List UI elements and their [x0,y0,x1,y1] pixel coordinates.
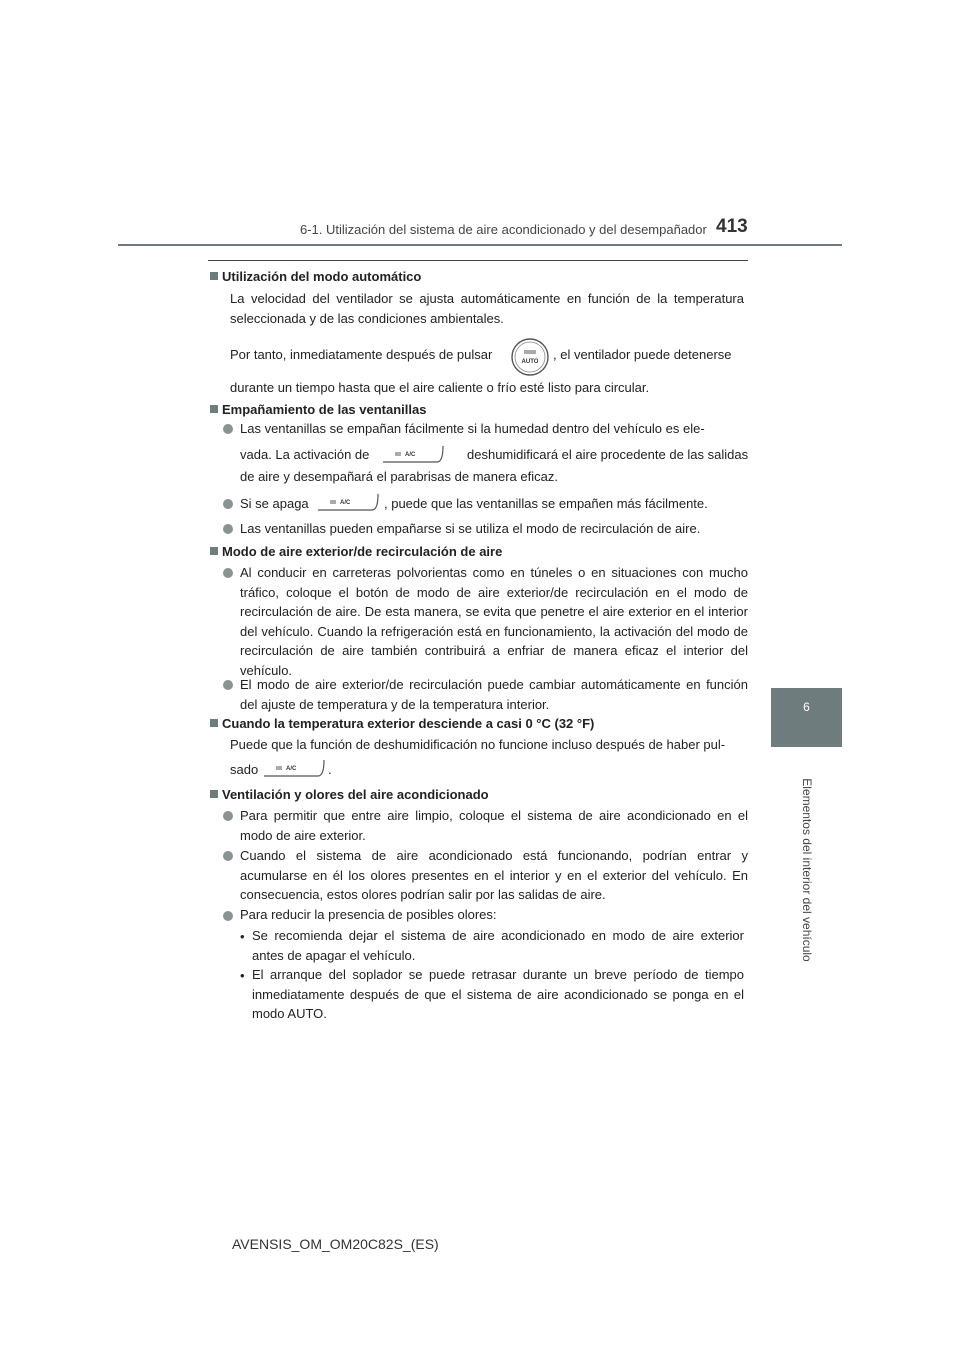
section-heading-ventilation: Ventilación y olores del aire acondicionado [210,787,489,802]
svg-text:A/C: A/C [286,766,297,772]
round-bullet-icon [223,811,233,821]
square-bullet-icon [210,405,218,413]
text-line: Por tanto, inmediatamente después de pulsar [230,347,493,362]
square-bullet-icon [210,719,218,727]
svg-text:AUTO: AUTO [521,359,539,365]
chapter-tab-number: 6 [803,700,810,714]
chapter-side-label [797,780,817,960]
chapter-tab [771,688,842,747]
content-divider [208,260,748,261]
round-bullet-icon [223,424,233,434]
section-heading-auto-mode: Utilización del modo automático [210,269,421,284]
paragraph: La velocidad del ventilador se ajusta automáticamente en función de la temperatura seleccionada y de las condiciones ambientales. [230,291,744,326]
text-line: sado [230,762,259,777]
section-heading-recirculation: Modo de aire exterior/de recirculación de aire [210,544,502,559]
paragraph: Se recomienda dejar el sistema de aire acondicionado en modo de aire exterior antes de apagar el vehículo. [252,928,744,963]
text-line: Si se apaga [240,496,309,511]
page-number: 413 [716,216,748,237]
dash-bullet: • [240,929,245,944]
section-heading-fogging: Empañamiento de las ventanillas [210,402,426,417]
ac-button-icon [316,492,380,512]
text-line: . [328,762,332,777]
svg-text:A/C: A/C [405,452,416,458]
svg-text:A/C: A/C [340,500,351,506]
round-bullet-icon [223,911,233,921]
ac-button-icon [381,444,445,464]
paragraph: Para permitir que entre aire limpio, coloque el sistema de aire acondicionado en el modo de aire exterior. [240,808,748,843]
text-line: Para reducir la presencia de posibles olores: [240,907,497,922]
text-line: de aire y desempañará el parabrisas de manera eficaz. [240,469,558,484]
paragraph: Al conducir en carreteras polvorientas como en túneles o en situaciones con mucho tráfico, coloque el botón de modo de aire exterior/de recirculación en el modo de recirculación de aire. De esta manera, se evita que penetre el aire exterior en el interior del vehículo. Cuando la refrigeración está en funcionamiento, la activación del modo de recirculación de aire también contribuirá a enfriar de manera eficaz el interior del vehículo. [240,565,748,678]
section-heading-cold-temperature: Cuando la temperatura exterior desciende a casi 0 °C (32 °F) [210,716,594,731]
dash-bullet: • [240,968,245,983]
text-line: , el ventilador puede detenerse [553,347,732,362]
section-title: 6-1. Utilización del sistema de aire acondicionado y del desempañador [300,222,707,237]
ac-button-icon [262,758,326,778]
square-bullet-icon [210,790,218,798]
text-line: Puede que la función de deshumidificación no funcione incluso después de haber pul- [230,737,726,752]
paragraph: El modo de aire exterior/de recirculación puede cambiar automáticamente en función del ajuste de temperatura y de la temperatura interior. [240,677,748,712]
round-bullet-icon [223,680,233,690]
round-bullet-icon [223,568,233,578]
text-line: Las ventanillas se empañan fácilmente si la humedad dentro del vehículo es ele- [240,421,705,436]
paragraph: Cuando el sistema de aire acondicionado está funcionando, podrían entrar y acumularse en él los olores presentes en el interior y en el exterior del vehículo. En consecuencia, estos olores podrían salir por las salidas de aire. [240,848,748,902]
chapter-side-label-text: Elementos del interior del vehículo [800,778,814,962]
square-bullet-icon [210,547,218,555]
auto-button-icon [510,337,550,377]
round-bullet-icon [223,499,233,509]
square-bullet-icon [210,272,218,280]
text-line: , puede que las ventanillas se empañen más fácilmente. [384,496,708,511]
paragraph: El arranque del soplador se puede retrasar durante un breve período de tiempo inmediatamente después de que el sistema de aire acondicionado se ponga en el modo AUTO. [252,967,744,1021]
header-rule [118,244,842,246]
text-line: deshumidificará el aire procedente de las salidas [467,447,749,462]
text-line: Las ventanillas pueden empañarse si se utiliza el modo de recirculación de aire. [240,521,701,536]
document-code: AVENSIS_OM_OM20C82S_(ES) [232,1236,439,1252]
text-line: vada. La activación de [240,447,370,462]
round-bullet-icon [223,851,233,861]
text-line: durante un tiempo hasta que el aire caliente o frío esté listo para circular. [230,380,650,395]
round-bullet-icon [223,524,233,534]
